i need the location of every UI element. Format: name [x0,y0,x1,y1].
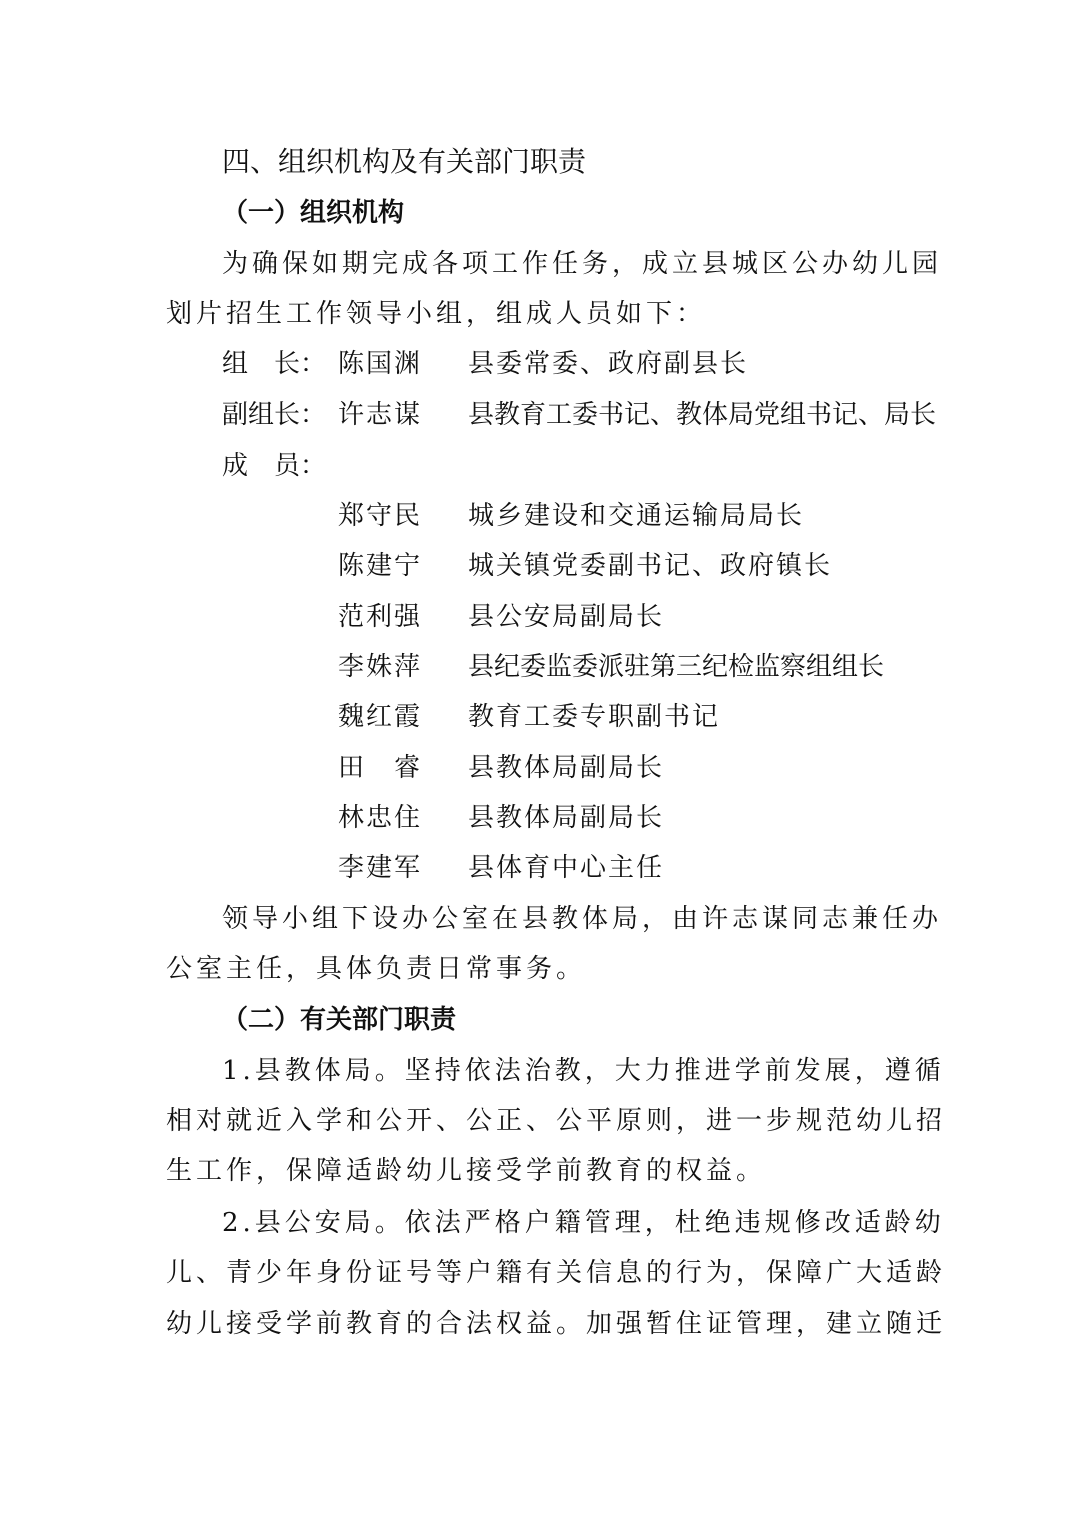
duty-1-line-1: 1.县教体局。坚持依法治教，大力推进学前发展，遵循 [222,1056,945,1086]
duty-2-line-1: 2.县公安局。依法严格户籍管理，杜绝违规修改适龄幼 [222,1208,945,1238]
deputy-role-label: 副组长： [222,400,327,430]
member-title: 城关镇党委副书记、政府镇长 [468,551,833,581]
subsection-heading-organization: （一）组织机构 [222,198,405,228]
member-name: 李姝萍 [338,652,423,682]
intro-paragraph-line-1: 为确保如期完成各项工作任务，成立县城区公办幼儿园 [222,249,943,279]
member-title: 教育工委专职副书记 [468,702,721,732]
member-name: 郑守民 [338,501,423,531]
member-title: 县教体局副局长 [468,753,665,783]
duty-1-line-2: 相对就近入学和公开、公正、公平原则，进一步规范幼儿招 [166,1106,947,1136]
member-title: 县纪委监委派驻第三纪检监察组组长 [468,652,885,682]
member-title: 城乡建设和交通运输局局长 [468,501,805,531]
member-name: 田 睿 [338,753,423,783]
member-name: 范利强 [338,602,423,632]
section-heading: 四、组织机构及有关部门职责 [222,145,587,178]
duty-2-line-2: 儿、青少年身份证号等户籍有关信息的行为，保障广大适龄 [166,1258,947,1288]
office-paragraph-line-2: 公室主任，具体负责日常事务。 [166,954,587,984]
office-paragraph-line-1: 领导小组下设办公室在县教体局，由许志谋同志兼任办 [222,904,943,934]
subsection-heading-duties: （二）有关部门职责 [222,1005,457,1035]
leader-name: 陈国渊 [338,349,423,379]
intro-paragraph-line-2: 划片招生工作领导小组，组成人员如下： [166,299,707,329]
member-title: 县公安局副局长 [468,602,665,632]
leader-title: 县委常委、政府副县长 [468,349,749,379]
leader-role-label: 组 长： [222,349,327,379]
members-label: 成 员： [222,451,327,481]
member-title: 县教体局副局长 [468,803,665,833]
deputy-title: 县教育工委书记、教体局党组书记、局长 [468,400,937,430]
member-name: 林忠住 [338,803,423,833]
member-title: 县体育中心主任 [468,853,665,883]
deputy-name: 许志谋 [338,400,423,430]
member-name: 李建军 [338,853,423,883]
member-name: 陈建宁 [338,551,423,581]
member-name: 魏红霞 [338,702,423,732]
duty-2-line-3: 幼儿接受学前教育的合法权益。加强暂住证管理，建立随迁 [166,1309,947,1339]
duty-1-line-3: 生工作，保障适龄幼儿接受学前教育的权益。 [166,1156,767,1186]
